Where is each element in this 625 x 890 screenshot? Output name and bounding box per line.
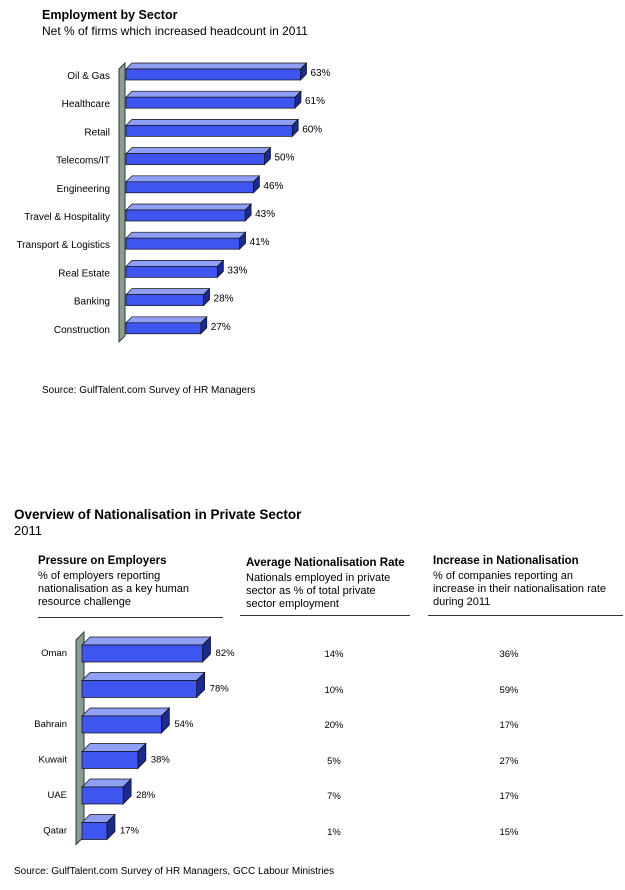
increase-header: Increase in Nationalisation	[433, 555, 579, 567]
chart1-value-label: 43%	[255, 209, 276, 220]
chart1-axis-wall	[119, 63, 125, 342]
chart1-value-label: 60%	[302, 124, 323, 136]
chart2-value-label: 54%	[174, 719, 194, 730]
increase-cell: 59%	[499, 685, 519, 696]
chart1-bar	[126, 238, 240, 249]
increase-cell: 15%	[499, 827, 519, 838]
chart2-year: 2011	[14, 523, 42, 538]
avg-rate-cell: 10%	[324, 685, 344, 696]
avg-rate-cell: 20%	[324, 720, 344, 731]
pressure-header: Pressure on Employers	[38, 555, 167, 567]
chart1-bar-top	[126, 317, 207, 323]
chart1-bar-top	[126, 148, 271, 154]
chart2-bar	[82, 645, 203, 662]
chart2-bar	[82, 716, 161, 733]
avg-rate-cell: 7%	[327, 791, 341, 802]
chart1-bar-top	[126, 91, 301, 97]
chart1-category-label: Telecoms/IT	[56, 155, 110, 167]
chart1-bar-top	[126, 260, 223, 266]
chart1-value-label: 27%	[210, 321, 231, 333]
chart2-bar	[82, 752, 138, 769]
chart1-category-label: Real Estate	[58, 268, 110, 280]
increase-rule	[428, 615, 623, 616]
increase-cell: 17%	[499, 720, 519, 731]
chart1-bar-top	[126, 289, 210, 295]
chart2-value-label: 82%	[215, 648, 235, 659]
chart1-source: Source: GulfTalent.com Survey of HR Managers	[42, 385, 256, 396]
chart1-category-label: Oil & Gas	[67, 71, 110, 82]
chart2-axis-wall	[76, 632, 84, 845]
chart2-country-label: Qatar	[43, 825, 67, 837]
increase-description: % of companies reporting an increase in their nationalisation rate during 2011	[433, 570, 607, 608]
chart2-bar-top	[82, 637, 211, 645]
chart2-bar	[82, 823, 107, 840]
chart1-bar	[126, 69, 301, 80]
chart1-category-label: Retail	[84, 127, 110, 139]
avg-rate-header: Average Nationalisation Rate	[246, 557, 405, 569]
chart2-country-label: Bahrain	[34, 719, 67, 730]
chart1-bar	[126, 154, 265, 165]
chart1-bar	[126, 295, 204, 306]
chart1-bar-top	[126, 176, 259, 182]
chart2-value-label: 28%	[136, 790, 156, 801]
chart1-category-label: Engineering	[56, 183, 110, 195]
chart2-country-label: UAE	[47, 790, 67, 801]
chart2-bar	[82, 787, 123, 804]
avg-rate-description: Nationals employed in private sector as % of total private sector employment	[246, 572, 391, 610]
chart2-value-label: 78%	[209, 683, 229, 695]
avg-rate-cell: 14%	[324, 649, 344, 660]
chart2-bar-top	[82, 744, 146, 752]
chart1-category-label: Transport & Logistics	[16, 240, 110, 252]
chart2-plot	[0, 625, 260, 855]
chart1-bar	[126, 125, 292, 136]
chart1-bar	[126, 323, 201, 334]
avg-rate-rule	[240, 615, 410, 616]
pressure-description: % of employers reporting nationalisation as a key human resource challenge	[38, 570, 190, 608]
chart1-bar	[126, 210, 245, 221]
chart1-category-label: Travel & Hospitality	[24, 212, 110, 223]
chart2-source: Source: GulfTalent.com Survey of HR Managers, GCC Labour Ministries	[14, 866, 335, 877]
increase-cell: 36%	[499, 649, 519, 660]
avg-rate-cell: 1%	[327, 827, 341, 838]
chart2-title: Overview of Nationalisation in Private Sector	[14, 507, 302, 522]
chart2-value-label: 17%	[119, 825, 140, 837]
increase-cell: 17%	[499, 791, 519, 802]
increase-cell: 27%	[499, 756, 519, 767]
chart1-subtitle: Net % of firms which increased headcount in 2011	[42, 24, 308, 38]
chart1-value-label: 63%	[310, 68, 331, 79]
chart1-value-label: 33%	[227, 265, 248, 277]
chart1-value-label: 46%	[263, 180, 284, 192]
chart2-bar	[82, 681, 197, 698]
chart1-title: Employment by Sector	[42, 8, 178, 22]
chart1-category-label: Construction	[53, 324, 110, 336]
chart1-bar-top	[126, 232, 246, 238]
chart1-bar-top	[126, 204, 251, 210]
chart1-bar	[126, 266, 217, 277]
chart2-bar-top	[82, 779, 131, 787]
chart1-bar	[126, 182, 253, 193]
chart1-value-label: 28%	[213, 293, 234, 305]
chart1-category-label: Healthcare	[61, 99, 110, 111]
chart1-bar	[126, 97, 295, 108]
chart2-country-label: Oman	[41, 648, 67, 659]
chart2-bar-top	[82, 673, 205, 681]
chart1-value-label: 41%	[249, 237, 270, 249]
chart1-bar-top	[126, 119, 298, 125]
chart1-plot	[0, 55, 625, 355]
chart2-country-label: Kuwait	[38, 754, 67, 766]
chart1-value-label: 61%	[304, 96, 325, 108]
chart1-value-label: 50%	[274, 152, 295, 164]
chart2-value-label: 38%	[150, 754, 170, 766]
chart2-bar-top	[82, 708, 169, 716]
chart1-bar-top	[126, 63, 307, 69]
avg-rate-cell: 5%	[327, 756, 341, 767]
chart1-category-label: Banking	[73, 296, 110, 308]
pressure-rule	[38, 617, 223, 618]
